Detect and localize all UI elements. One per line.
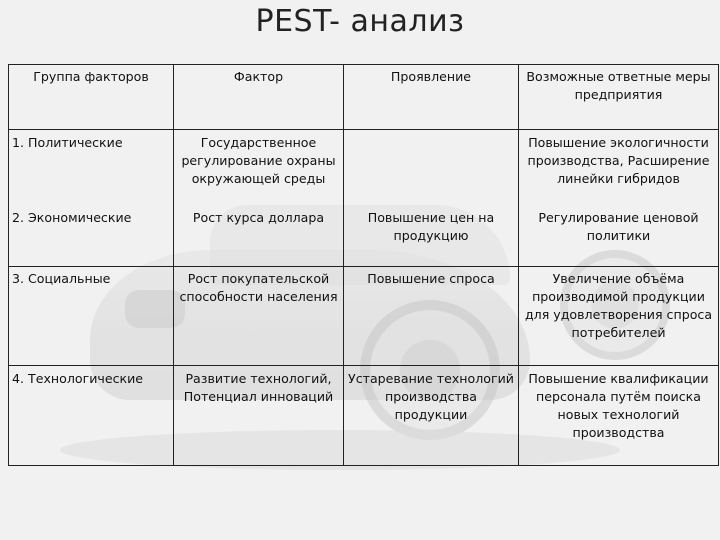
cell-factor: Рост покупательской способности населения <box>174 267 344 366</box>
cell-group: 1. Политические <box>9 130 174 210</box>
cell-manifestation <box>344 130 519 210</box>
table-row <box>9 267 719 366</box>
header-group: Группа факторов <box>9 65 174 130</box>
page-title: PEST- анализ <box>255 4 465 39</box>
pest-table <box>8 64 719 466</box>
cell-response: Увеличение объёма производимой продукции для удовлетворения спроса потребителей <box>519 267 719 366</box>
cell-response: Повышение экологичности производства, Расширение линейки гибридов <box>519 130 719 210</box>
cell-manifestation: Устаревание технологий производства продукции <box>344 366 519 466</box>
cell-factor: Развитие технологий, Потенциал инноваций <box>174 366 344 466</box>
cell-group: 3. Социальные <box>9 267 174 366</box>
table-header-row <box>9 65 719 130</box>
cell-manifestation: Повышение цен на продукцию <box>344 209 519 267</box>
cell-response: Повышение квалификации персонала путём поиска новых технологий производства <box>519 366 719 466</box>
cell-group: 4. Технологические <box>9 366 174 466</box>
header-response: Возможные ответные меры предприятия <box>519 65 719 130</box>
cell-factor: Рост курса доллара <box>174 209 344 267</box>
cell-response: Регулирование ценовой политики <box>519 209 719 267</box>
header-manifestation: Проявление <box>344 65 519 130</box>
cell-factor: Государственное регулирование охраны окружающей среды <box>174 130 344 210</box>
cell-group: 2. Экономические <box>9 209 174 267</box>
header-factor: Фактор <box>174 65 344 130</box>
cell-manifestation: Повышение спроса <box>344 267 519 366</box>
table-row <box>9 130 719 210</box>
table-row <box>9 366 719 466</box>
table-row <box>9 209 719 267</box>
